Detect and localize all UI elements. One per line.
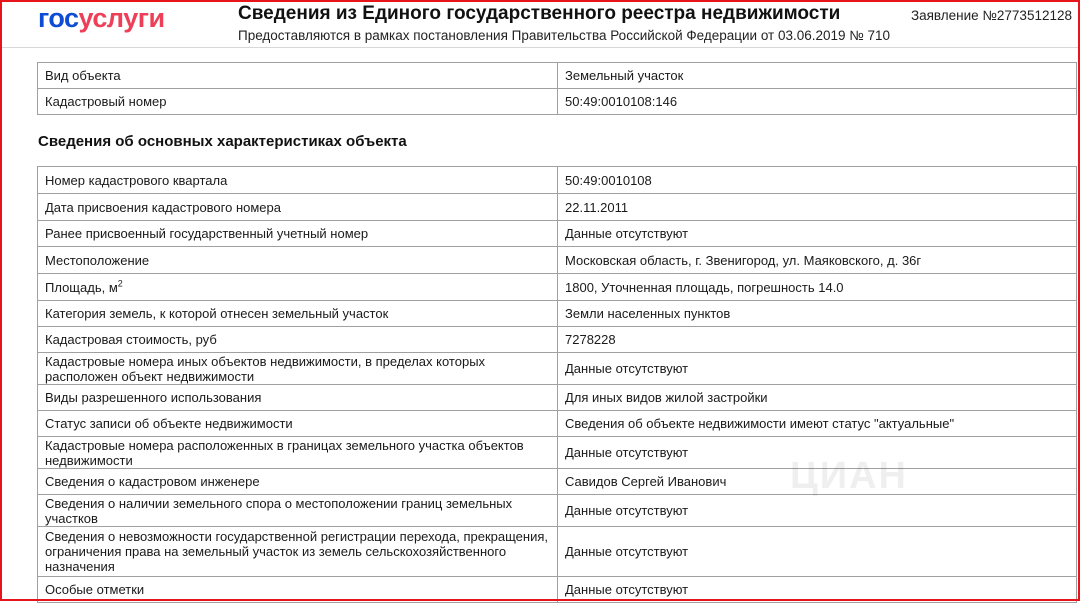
table-row (38, 274, 1077, 301)
row-value: Савидов Сергей Иванович (558, 469, 1077, 495)
row-value: 50:49:0010108:146 (558, 89, 1077, 115)
table-row (38, 385, 1077, 411)
row-label: Особые отметки (38, 577, 558, 603)
row-label: Кадастровые номера расположенных в границах земельного участка объектов недвижимости (38, 437, 558, 469)
table-row (38, 63, 1077, 89)
row-label: Сведения о кадастровом инженере (38, 469, 558, 495)
table-row (38, 301, 1077, 327)
row-value: Данные отсутствуют (558, 221, 1077, 247)
table-row (38, 411, 1077, 437)
section-title: Сведения об основных характеристиках объекта (38, 133, 407, 150)
table-row (38, 327, 1077, 353)
row-label: Кадастровый номер (38, 89, 558, 115)
table-row (38, 247, 1077, 274)
row-label: Площадь, $м^2$ (38, 274, 558, 301)
table-row (38, 353, 1077, 385)
row-value: 50:49:0010108 (558, 167, 1077, 194)
row-label: Сведения о наличии земельного спора о местоположении границ земельных участков (38, 495, 558, 527)
row-value: 7278228 (558, 327, 1077, 353)
row-value: Земли населенных пунктов (558, 301, 1077, 327)
table-row (38, 495, 1077, 527)
row-value: Данные отсутствуют (558, 353, 1077, 385)
table-row (38, 577, 1077, 603)
watermark: ЦИАН (790, 455, 908, 497)
row-label: Местоположение (38, 247, 558, 274)
row-label: Номер кадастрового квартала (38, 167, 558, 194)
row-label: Сведения о невозможности государственной регистрации перехода, прекращения, ограничения права на земельный участок из земель сельскохозяйственного назначения (38, 527, 558, 577)
header-divider (0, 47, 1080, 48)
document-title: Сведения из Единого государственного реестра недвижимости (238, 3, 841, 24)
application-number: Заявление №2773512128 (910, 8, 1072, 23)
document-header (0, 0, 1080, 50)
row-label: Кадастровые номера иных объектов недвижимости, в пределах которых расположен объект недвижимости (38, 353, 558, 385)
object-info-table (37, 62, 1077, 115)
table-row (38, 167, 1077, 194)
row-label: Статус записи об объекте недвижимости (38, 411, 558, 437)
row-label: Виды разрешенного использования (38, 385, 558, 411)
table-row (38, 221, 1077, 247)
row-value: 22.11.2011 (558, 194, 1077, 221)
row-value: Сведения об объекте недвижимости имеют статус "актуальные" (558, 411, 1077, 437)
row-value: Московская область, г. Звенигород, ул. Маяковского, д. 36г (558, 247, 1077, 274)
row-label: Дата присвоения кадастрового номера (38, 194, 558, 221)
table-row (38, 527, 1077, 577)
row-value: Данные отсутствуют (558, 495, 1077, 527)
row-label: Ранее присвоенный государственный учетный номер (38, 221, 558, 247)
row-value: Данные отсутствуют (558, 527, 1077, 577)
row-value: Для иных видов жилой застройки (558, 385, 1077, 411)
superscript: 2 (117, 278, 123, 289)
table-row (38, 469, 1077, 495)
table-row (38, 194, 1077, 221)
table-row (38, 89, 1077, 115)
gosuslugi-logo[interactable]: госуслуги (38, 3, 165, 33)
row-value: Земельный участок (558, 63, 1077, 89)
row-value: 1800, Уточненная площадь, погрешность 14.0 (558, 274, 1077, 301)
row-value: Данные отсутствуют (558, 577, 1077, 603)
row-value: Данные отсутствуют (558, 437, 1077, 469)
table-row (38, 437, 1077, 469)
row-label: Категория земель, к которой отнесен земельный участок (38, 301, 558, 327)
row-label: Кадастровая стоимость, руб (38, 327, 558, 353)
document-subtitle: Предоставляются в рамках постановления Правительства Российской Федерации от 03.06.2019 № 710 (238, 28, 891, 43)
characteristics-table (37, 166, 1077, 603)
row-label: Вид объекта (38, 63, 558, 89)
